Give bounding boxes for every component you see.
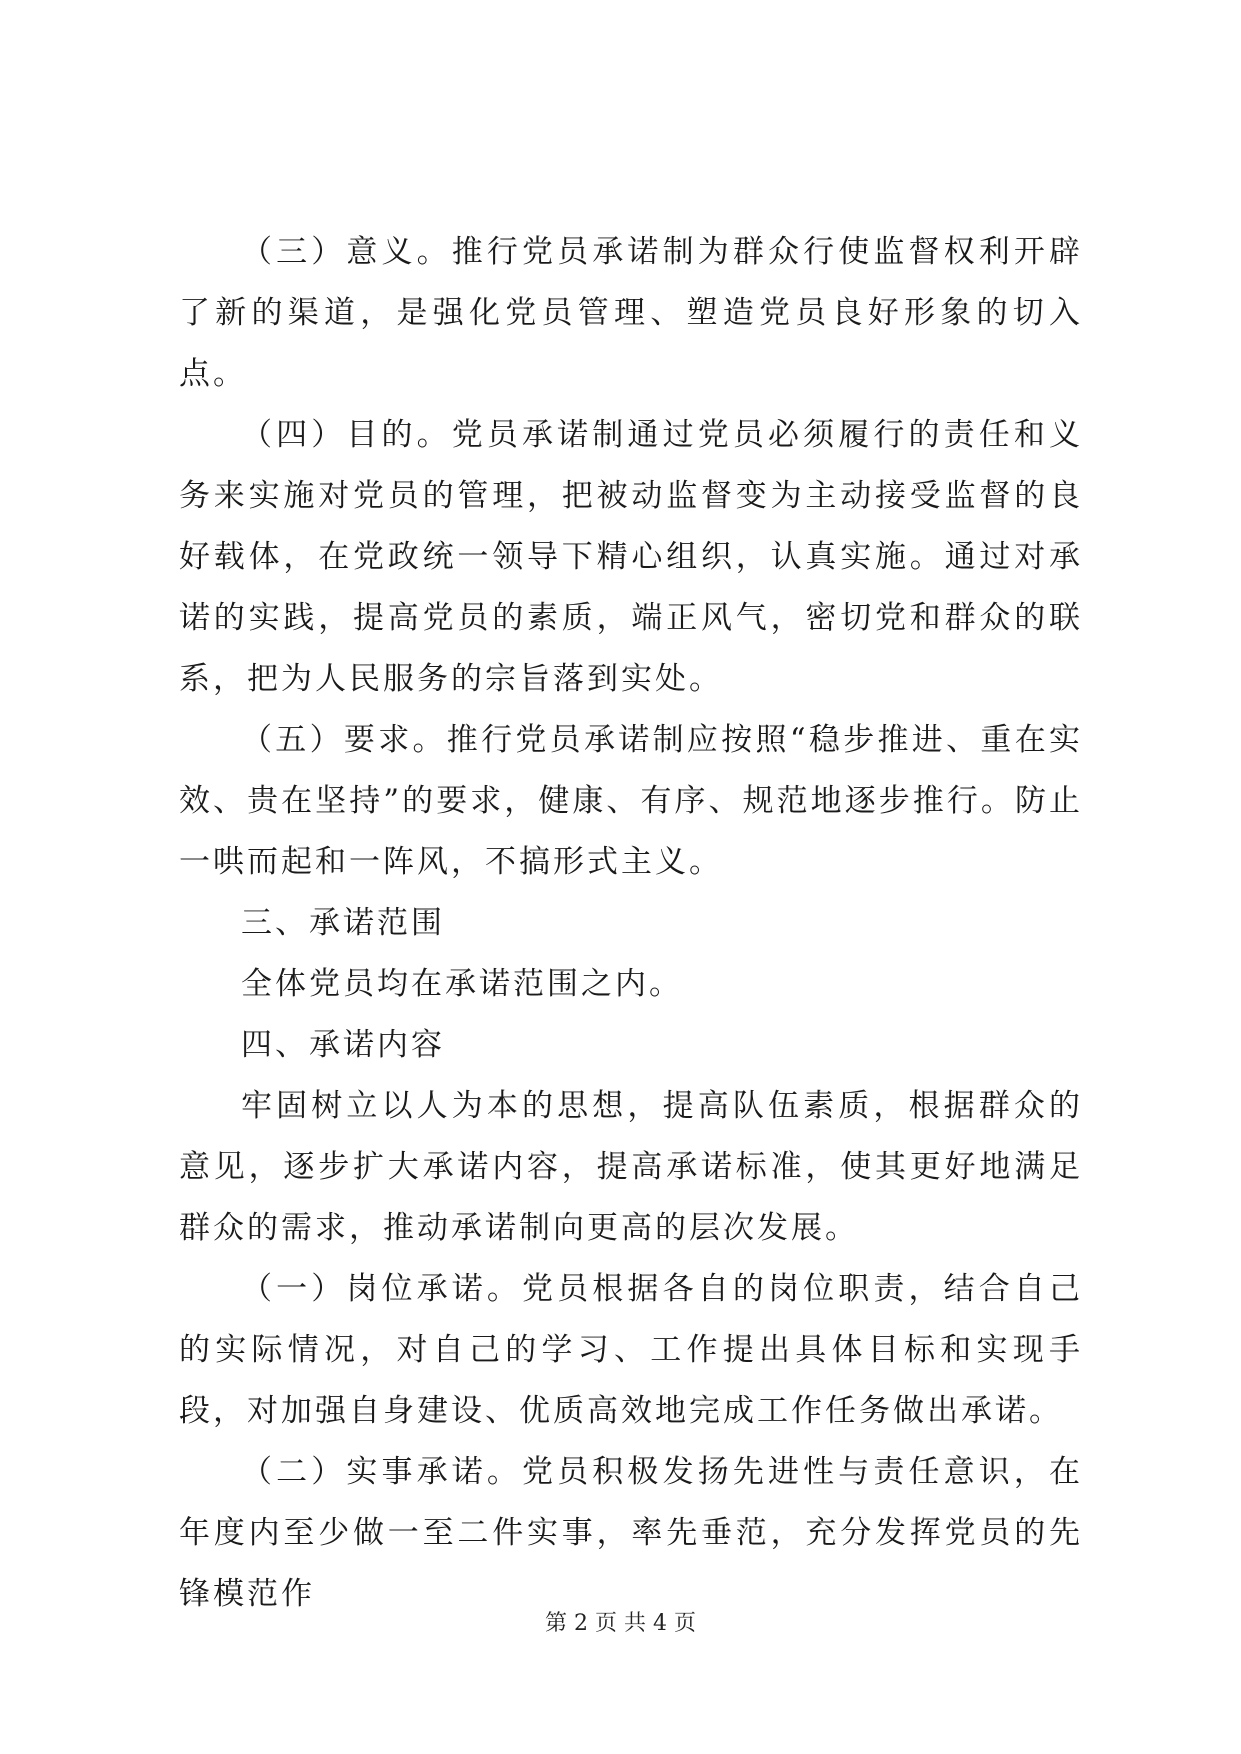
paragraph-purpose: （四）目的。党员承诺制通过党员必须履行的责任和义务来实施对党员的管理，把被动监督变为主动接受监督的良好载体，在党政统一领导下精心组织，认真实施。通过对承诺的实践，提高党员的素质，端正风气，密切党和群众的联系，把为人民服务的宗旨落到实处。: [179, 417, 1083, 697]
paragraph-practical-commitment: （二）实事承诺。党员积极发扬先进性与责任意识，在年度内至少做一至二件实事，率先垂范，充分发挥党员的先锋模范作: [179, 1454, 1083, 1612]
paragraph-requirements: （五）要求。推行党员承诺制应按照“稳步推进、重在实效、贵在坚持”的要求，健康、有序、规范地逐步推行。防止一哄而起和一阵风，不搞形式主义。: [179, 722, 1083, 880]
section-heading-scope: 三、承诺范围: [241, 905, 445, 941]
page-footer: 第 2 页 共 4 页: [545, 1611, 696, 1636]
paragraph-significance: （三）意义。推行党员承诺制为群众行使监督权利开辟了新的渠道，是强化党员管理、塑造党员良好形象的切入点。: [179, 234, 1083, 392]
document-body: [179, 222, 1083, 1625]
paragraph-scope: 全体党员均在承诺范围之内。: [241, 966, 683, 1002]
paragraph-content-intro: 牢固树立以人为本的思想，提高队伍素质，根据群众的意见，逐步扩大承诺内容，提高承诺标准，使其更好地满足群众的需求，推动承诺制向更高的层次发展。: [179, 1088, 1083, 1246]
section-heading-content: 四、承诺内容: [241, 1027, 445, 1063]
paragraph-post-commitment: （一）岗位承诺。党员根据各自的岗位职责，结合自己的实际情况，对自己的学习、工作提出具体目标和实现手段，对加强自身建设、优质高效地完成工作任务做出承诺。: [179, 1271, 1083, 1429]
